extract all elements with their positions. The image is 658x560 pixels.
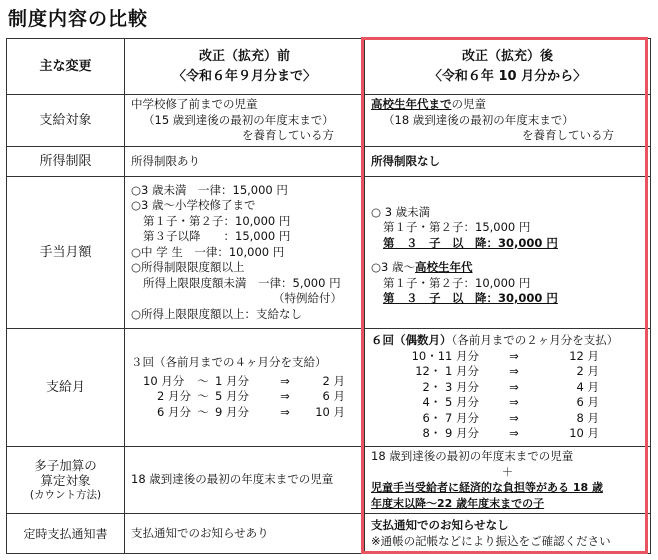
multi-after-line: 18 歳到達後の最初の年度末までの児童	[371, 449, 574, 463]
payment-from: 2 月分	[157, 389, 191, 403]
notice-after-main: 支払通知でのお知らせなし	[371, 518, 509, 532]
multi-after-plus: ＋	[501, 464, 514, 479]
payment-tilde: ～	[197, 389, 209, 403]
monthly-after	[365, 177, 651, 329]
monthly-after-highschool: 高校生年代	[415, 260, 473, 274]
monthly-before-line: ○所得制限限度額以上	[131, 260, 245, 275]
payment-to: 9 月分	[215, 404, 249, 419]
monthly-before-line: ○3 歳未満 一律：15,000 円	[131, 182, 288, 197]
payment-month: 6 月	[322, 389, 345, 403]
multi-after	[365, 447, 651, 514]
target-before-line: （15 歳到達後の最初の年度末まで）	[143, 112, 334, 127]
payment-arrow: ⇒	[509, 348, 519, 363]
monthly-after-emphasis: 第 ３ 子 以 降：30,000 円	[383, 291, 558, 305]
target-after-emphasis: 高校生年代まで	[371, 97, 452, 112]
payment-after-head-bold: ６回（偶数月）	[371, 333, 452, 348]
payment-after-line	[371, 395, 644, 411]
target-before-line: 中学校修了前までの児童	[131, 97, 258, 112]
payment-months: 4・ 5 月分	[422, 395, 479, 410]
payment-before-line	[131, 374, 358, 390]
payment-arrow: ⇒	[509, 395, 519, 410]
payment-before-line	[131, 405, 358, 421]
payment-to: 5 月分	[215, 389, 249, 403]
header-before-period: 〈令和６年９月分まで〉	[172, 68, 316, 84]
label-notice: 定時支払通知書	[7, 514, 125, 554]
target-before-line: を養育している方	[242, 128, 334, 143]
monthly-before-line: 第３子以降 ：15,000 円	[143, 229, 291, 244]
payment-arrow: ⇒	[509, 379, 519, 394]
payment-month: 6 月	[576, 395, 599, 410]
payment-arrow: ⇒	[280, 389, 290, 403]
row-multi	[7, 447, 651, 514]
monthly-before-line: 第１子・第２子：10,000 円	[143, 213, 291, 228]
monthly-after-line: ○ 3 歳未満	[371, 204, 431, 219]
payment-after-head	[371, 333, 644, 349]
payment-arrow: ⇒	[509, 410, 519, 425]
payment-months: 12・ 1 月分	[415, 364, 479, 379]
payment-month: 12 月	[569, 348, 599, 363]
label-payment: 支給月	[7, 329, 125, 447]
payment-before-line	[131, 389, 358, 405]
notice-before: 支払通知でのお知らせあり	[125, 514, 365, 554]
payment-months: 2・ 3 月分	[422, 379, 479, 394]
payment-month: 10 月	[315, 404, 345, 419]
target-before	[125, 95, 365, 147]
monthly-before-line: ○3 歳～小学校修了まで	[131, 198, 256, 213]
payment-months: 8・ 9 月分	[422, 426, 479, 441]
page-title: 制度内容の比較	[8, 8, 149, 30]
label-target: 支給対象	[7, 95, 125, 147]
target-after-line: を養育している方	[522, 128, 614, 143]
payment-tilde: ～	[197, 404, 209, 419]
payment-tilde: ～	[197, 373, 209, 388]
target-after-rest: の児童	[451, 97, 486, 112]
monthly-after-age: ○3 歳～	[371, 260, 416, 274]
payment-after-line	[371, 349, 644, 365]
payment-from: 10 月分	[143, 373, 185, 388]
payment-month: 2 月	[322, 373, 345, 388]
payment-after-line	[371, 364, 644, 380]
payment-month: 2 月	[576, 364, 599, 379]
monthly-after-line: 第１子・第２子：10,000 円	[383, 275, 531, 290]
target-after-line: （18 歳到達後の最初の年度末まで）	[383, 112, 574, 127]
monthly-before-line: （特例給付）	[273, 291, 342, 306]
label-multi-line: 多子加算の	[34, 457, 97, 473]
row-target	[7, 95, 651, 147]
label-multi-line: (カウント方法)	[29, 488, 102, 501]
payment-month: 10 月	[569, 426, 599, 441]
payment-months: 10・11 月分	[411, 348, 479, 363]
payment-arrow: ⇒	[280, 373, 290, 388]
header-before	[125, 39, 365, 95]
row-notice	[7, 514, 651, 554]
payment-to: 1 月分	[215, 373, 249, 388]
payment-arrow: ⇒	[509, 426, 519, 441]
payment-arrow: ⇒	[509, 364, 519, 379]
payment-after-head-rest: （各前月までの２ヶ月分を支払）	[451, 333, 619, 348]
table-header-row	[7, 39, 651, 95]
header-before-title: 改正（拡充）前	[198, 48, 290, 64]
payment-months: 6・ 7 月分	[422, 410, 479, 425]
notice-after-note: ※通帳の記帳などにより振込をご確認ください	[371, 533, 611, 548]
header-after-period: 〈令和６年 10 月分から〉	[428, 68, 587, 84]
payment-after-line	[371, 411, 644, 427]
notice-after	[365, 514, 651, 554]
monthly-before-line: ○所得上限限度額以上：支給なし	[131, 306, 303, 321]
header-after-title: 改正（拡充）後	[461, 48, 553, 64]
monthly-after-emphasis: 第 ３ 子 以 降：30,000 円	[383, 235, 558, 250]
payment-after	[365, 329, 651, 447]
monthly-before-line: 所得上限限度額未満 一律：5,000 円	[143, 275, 341, 290]
payment-month: 4 月	[576, 379, 599, 394]
row-monthly	[7, 177, 651, 329]
monthly-before	[125, 177, 365, 329]
target-after-line	[371, 97, 644, 113]
monthly-after-line: 第１子・第２子：15,000 円	[383, 220, 531, 234]
target-after	[365, 95, 651, 147]
payment-after-line	[371, 380, 644, 396]
label-multi	[7, 447, 125, 514]
income-after: 所得制限なし	[365, 147, 651, 177]
multi-after-emphasis: 児童手当受給者に経済的な負担等がある 18 歳	[371, 481, 603, 494]
label-monthly: 手当月額	[7, 177, 125, 329]
payment-before-head: ３回（各前月までの４ヶ月分を支給）	[131, 355, 327, 369]
row-income	[7, 147, 651, 177]
payment-after-line	[371, 426, 644, 442]
multi-after-emphasis: 年度末以降～22 歳年度末までの子	[371, 496, 545, 510]
monthly-before-line: ○中 学 生 一律：10,000 円	[131, 244, 285, 259]
comparison-table	[6, 38, 651, 554]
header-after	[365, 39, 651, 95]
multi-before: 18 歳到達後の最初の年度末までの児童	[125, 447, 365, 514]
payment-arrow: ⇒	[280, 404, 290, 419]
label-income: 所得制限	[7, 147, 125, 177]
header-main-changes: 主な変更	[7, 39, 125, 95]
payment-month: 8 月	[576, 410, 599, 425]
row-payment	[7, 329, 651, 447]
income-before: 所得制限あり	[125, 147, 365, 177]
label-multi-line: 算定対象	[40, 472, 91, 488]
monthly-after-line	[371, 260, 644, 276]
payment-before	[125, 329, 365, 447]
payment-from: 6 月分	[157, 404, 191, 419]
